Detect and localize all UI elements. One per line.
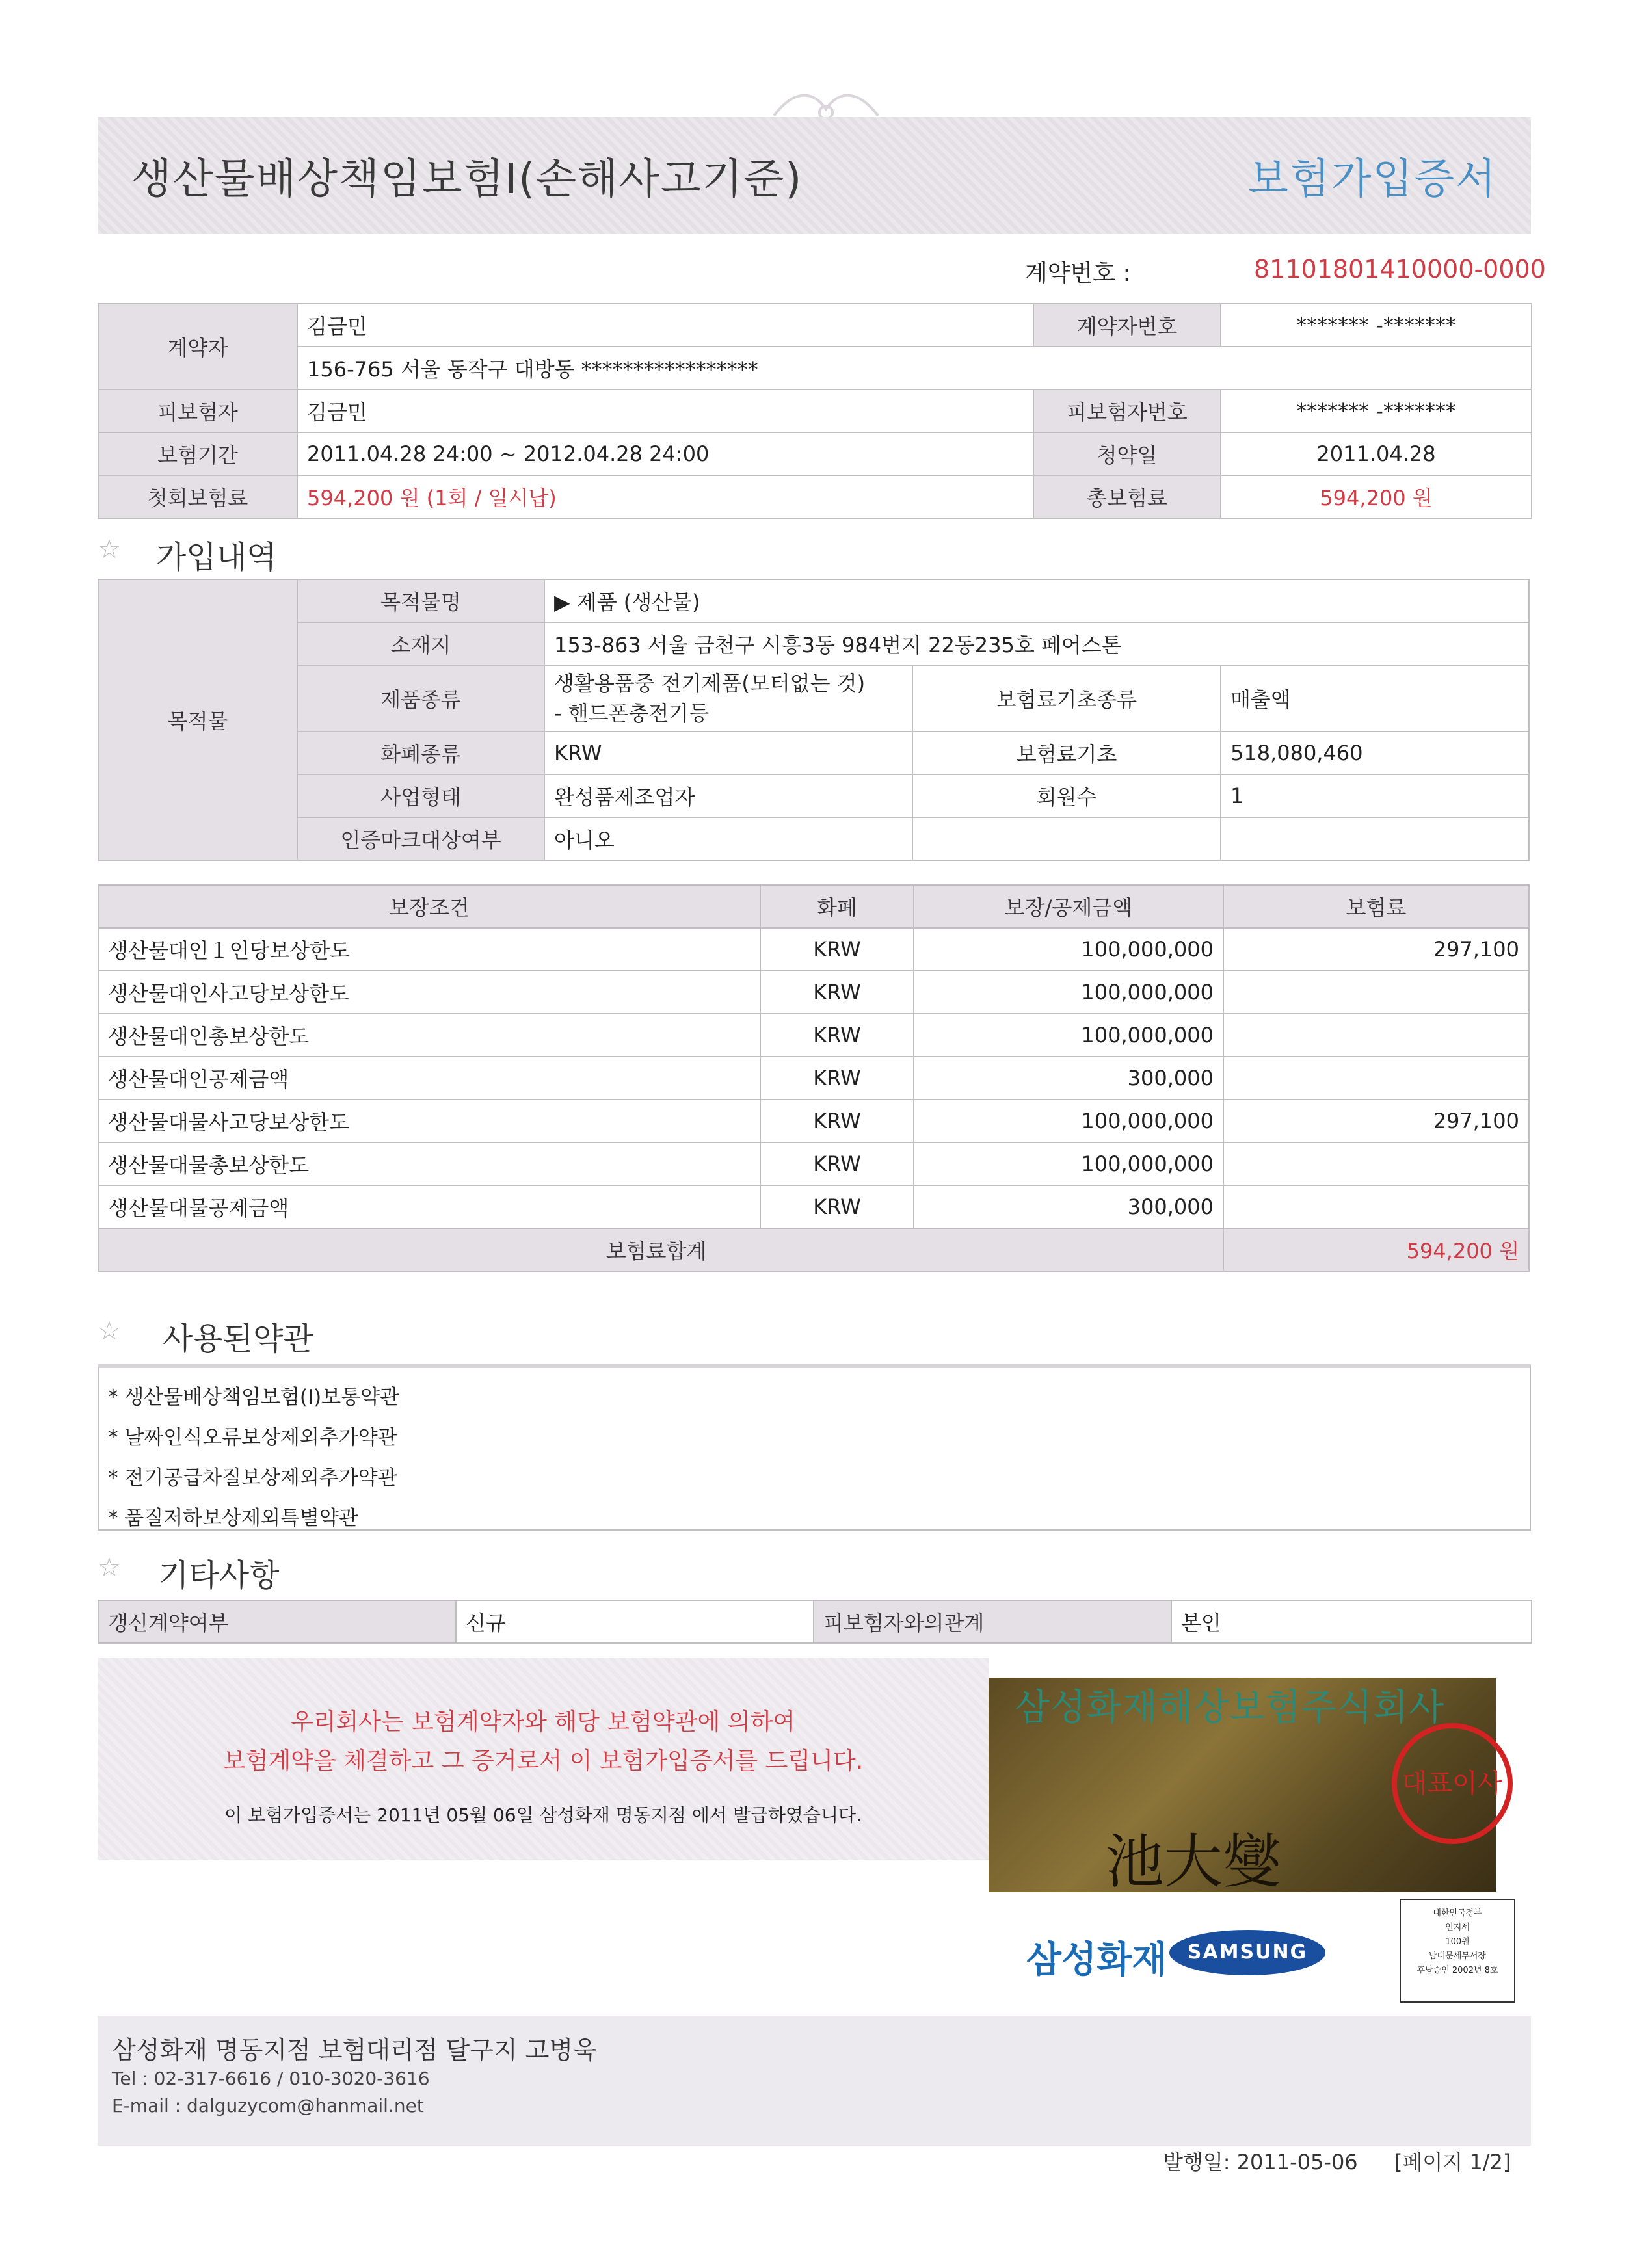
contract-number: 81101801410000-0000 [1254,255,1546,284]
coverage-currency: KRW [760,1142,914,1185]
insured-name: 김금민 [297,389,1033,432]
coverage-amount: 100,000,000 [914,928,1223,971]
subscription-label: 청약일 [1033,432,1221,475]
total-premium-label: 총보험료 [1033,475,1221,518]
company-seal-name: 삼성화재해상보험주식회사 [1015,1687,1445,1729]
revenue-stamp-box [1400,1899,1515,2003]
coverage-condition: 생산물대물총보상한도 [98,1142,760,1185]
premium-basis-type-label: 보험료기초종류 [912,665,1221,732]
other-table [98,1600,1532,1644]
header-banner [98,117,1531,234]
coverage-amount: 100,000,000 [914,971,1223,1014]
business-type-label: 사업형태 [297,774,544,817]
samsung-logo: SAMSUNG [1169,1930,1325,1975]
coverage-amount: 100,000,000 [914,1014,1223,1057]
coverage-condition: 생산물대인사고당보상한도 [98,971,760,1014]
section-title-terms: 사용된약관 [163,1321,313,1357]
document-type: 보험가입증서 [1248,155,1497,204]
insurance-period: 2011.04.28 24:00 ~ 2012.04.28 24:00 [297,432,1033,475]
total-premium: 594,200 원 [1221,475,1532,518]
agency-email: E-mail : dalguzycom@hanmail.net [112,2095,424,2116]
relation-label: 피보험자와의관계 [814,1600,1171,1643]
coverage-premium [1223,1057,1529,1100]
section-star-icon: ☆ [98,1553,121,1583]
revenue-stamp-line: 대한민국정부 [1433,1908,1482,1918]
coverage-amount: 100,000,000 [914,1100,1223,1142]
empty-cell [912,817,1221,860]
table-row [98,1142,1529,1185]
ceo-signature: 池大燮 [1106,1828,1281,1896]
product-type-value [544,665,912,732]
agency-name: 삼성화재 명동지점 보험대리점 달구지 고병욱 [112,2036,597,2064]
premium-total-value: 594,200 원 [1223,1228,1529,1271]
coverage-amount: 300,000 [914,1057,1223,1100]
empty-cell [1221,817,1529,860]
coverage-currency: KRW [760,1185,914,1228]
coverage-condition: 생산물대인１인당보상한도 [98,928,760,971]
policyholder-no: ******* -******* [1221,304,1532,347]
object-name-value: ▶ 제품 (생산물) [544,579,1529,622]
policyholder-label: 계약자 [98,304,297,389]
object-name-label: 목적물명 [297,579,544,622]
premium-basis-label: 보험료기초 [912,732,1221,774]
coverage-amount: 300,000 [914,1185,1223,1228]
list-item: * 품질저하보상제외특별약관 [108,1507,358,1530]
revenue-stamp-line: 100원 [1445,1937,1470,1947]
revenue-stamp-line: 인지세 [1445,1923,1470,1932]
table-row [98,1100,1529,1142]
first-premium-label: 첫회보험료 [98,475,297,518]
notice-line-2: 보험계약을 체결하고 그 증거로서 이 보험가입증서를 드립니다. [222,1748,864,1774]
renewal-label: 갱신계약여부 [98,1600,456,1643]
member-count-value: 1 [1221,774,1529,817]
section-title-other: 기타사항 [159,1557,280,1594]
coverage-currency: KRW [760,928,914,971]
coverage-premium: 297,100 [1223,1100,1529,1142]
business-type-value: 완성품제조업자 [544,774,912,817]
table-row [98,1185,1529,1228]
location-label: 소재지 [297,622,544,665]
list-item: * 날짜인식오류보상제외추가약관 [108,1426,397,1449]
currency-value: KRW [544,732,912,774]
period-label: 보험기간 [98,432,297,475]
document-title: 생산물배상책임보험Ⅰ(손해사고기준) [131,155,803,204]
coverage-currency: KRW [760,1100,914,1142]
subscription-date: 2011.04.28 [1221,432,1532,475]
coverage-condition: 생산물대물공제금액 [98,1185,760,1228]
product-type-line-1: 생활용품중 전기제품(모터없는 것) [554,671,866,696]
coverage-currency: KRW [760,971,914,1014]
product-type-line-2: - 핸드폰충전기등 [554,701,710,726]
cert-mark-value: 아니오 [544,817,912,860]
policy-info-table [98,303,1532,519]
location-value: 153-863 서울 금천구 시흥3동 984번지 22동235호 페어스톤 [544,622,1529,665]
coverage-premium: 297,100 [1223,928,1529,971]
insured-label: 피보험자 [98,389,297,432]
issue-date: 발행일: 2011-05-06 [1163,2150,1358,2174]
currency-label: 화폐종류 [297,732,544,774]
cert-mark-label: 인증마크대상여부 [297,817,544,860]
premium-basis-value: 518,080,460 [1221,732,1529,774]
table-row [98,928,1529,971]
section-title-enrollment: 가입내역 [156,539,277,575]
coverage-amount: 100,000,000 [914,1142,1223,1185]
company-stamp-icon: 대표이사 [1392,1723,1513,1844]
first-premium: 594,200 원 (1회 / 일시납) [297,475,1033,518]
coverage-header-amount: 보장/공제금액 [914,885,1223,928]
notice-line-1: 우리회사는 보험계약자와 해당 보험약관에 의하여 [290,1709,796,1735]
revenue-stamp-line: 후납승인 2002년 8호 [1416,1966,1498,1975]
coverage-table [98,884,1530,1272]
section-star-icon: ☆ [98,1316,121,1346]
premium-total-label: 보험료합계 [98,1228,1223,1271]
coverage-header-condition: 보장조건 [98,885,760,928]
policyholder-no-label: 계약자번호 [1033,304,1221,347]
coverage-currency: KRW [760,1057,914,1100]
insured-no: ******* -******* [1221,389,1532,432]
coverage-premium [1223,971,1529,1014]
coverage-premium [1223,1014,1529,1057]
enrollment-table [98,579,1530,861]
relation-value: 본인 [1171,1600,1532,1643]
coverage-premium [1223,1142,1529,1185]
table-row [98,1057,1529,1100]
policyholder-address: 156-765 서울 동작구 대방동 ***************** [297,347,1532,389]
insured-no-label: 피보험자번호 [1033,389,1221,432]
coverage-header-premium: 보험료 [1223,885,1529,928]
object-label: 목적물 [98,579,297,860]
member-count-label: 회원수 [912,774,1221,817]
coverage-premium [1223,1185,1529,1228]
agency-tel: Tel : 02-317-6616 / 010-3020-3616 [112,2068,430,2089]
coverage-condition: 생산물대인총보상한도 [98,1014,760,1057]
list-item: * 생산물배상책임보험(I)보통약관 [108,1386,399,1409]
terms-list [98,1364,1531,1531]
product-type-label: 제품종류 [297,665,544,732]
coverage-currency: KRW [760,1014,914,1057]
premium-basis-type-value: 매출액 [1221,665,1529,732]
section-star-icon: ☆ [98,534,121,564]
samsung-fire-logo: 삼성화재 [1026,1939,1167,1981]
contract-number-label: 계약번호 : [1025,260,1131,287]
coverage-header-currency: 화폐 [760,885,914,928]
coverage-condition: 생산물대인공제금액 [98,1057,760,1100]
table-row [98,971,1529,1014]
table-row [98,1014,1529,1057]
renewal-value: 신규 [456,1600,814,1643]
page-indicator: [페이지 1/2] [1394,2150,1511,2174]
list-item: * 전기공급차질보상제외추가약관 [108,1466,397,1490]
revenue-stamp-line: 남대문세무서장 [1429,1951,1486,1961]
policyholder-name: 김금민 [297,304,1033,347]
coverage-condition: 생산물대물사고당보상한도 [98,1100,760,1142]
notice-line-3: 이 보험가입증서는 2011년 05월 06일 삼성화재 명동지점 에서 발급하였습니다. [224,1804,862,1826]
